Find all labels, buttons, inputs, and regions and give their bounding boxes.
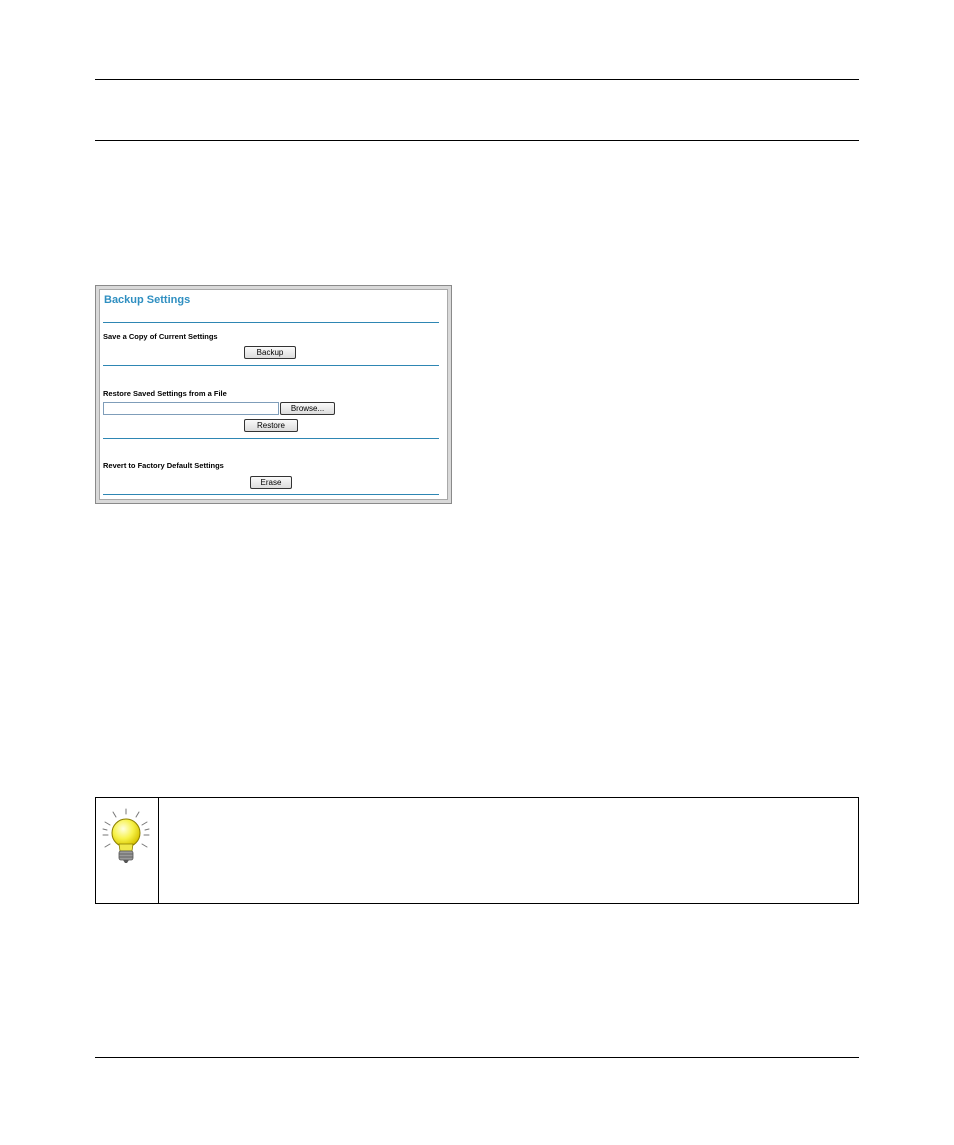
backup-button[interactable]: Backup	[244, 346, 296, 359]
backup-settings-panel	[99, 289, 448, 500]
separator	[103, 438, 439, 439]
footer-rule	[95, 1057, 859, 1058]
restore-button[interactable]: Restore	[244, 419, 298, 432]
revert-section-label: Revert to Factory Default Settings	[103, 461, 224, 470]
separator	[103, 322, 439, 323]
separator	[103, 494, 439, 495]
erase-button[interactable]: Erase	[250, 476, 292, 489]
backup-settings-screenshot	[95, 285, 452, 504]
tip-divider	[158, 798, 159, 903]
header-rule-bottom	[95, 140, 859, 141]
browse-button[interactable]: Browse...	[280, 402, 335, 415]
restore-section-label: Restore Saved Settings from a File	[103, 389, 227, 398]
tip-box	[95, 797, 859, 904]
panel-title: Backup Settings	[104, 294, 191, 306]
separator	[103, 365, 439, 366]
save-section-label: Save a Copy of Current Settings	[103, 332, 218, 341]
lightbulb-icon	[100, 808, 156, 866]
header-rule-top	[95, 79, 859, 80]
restore-file-input[interactable]	[103, 402, 279, 415]
